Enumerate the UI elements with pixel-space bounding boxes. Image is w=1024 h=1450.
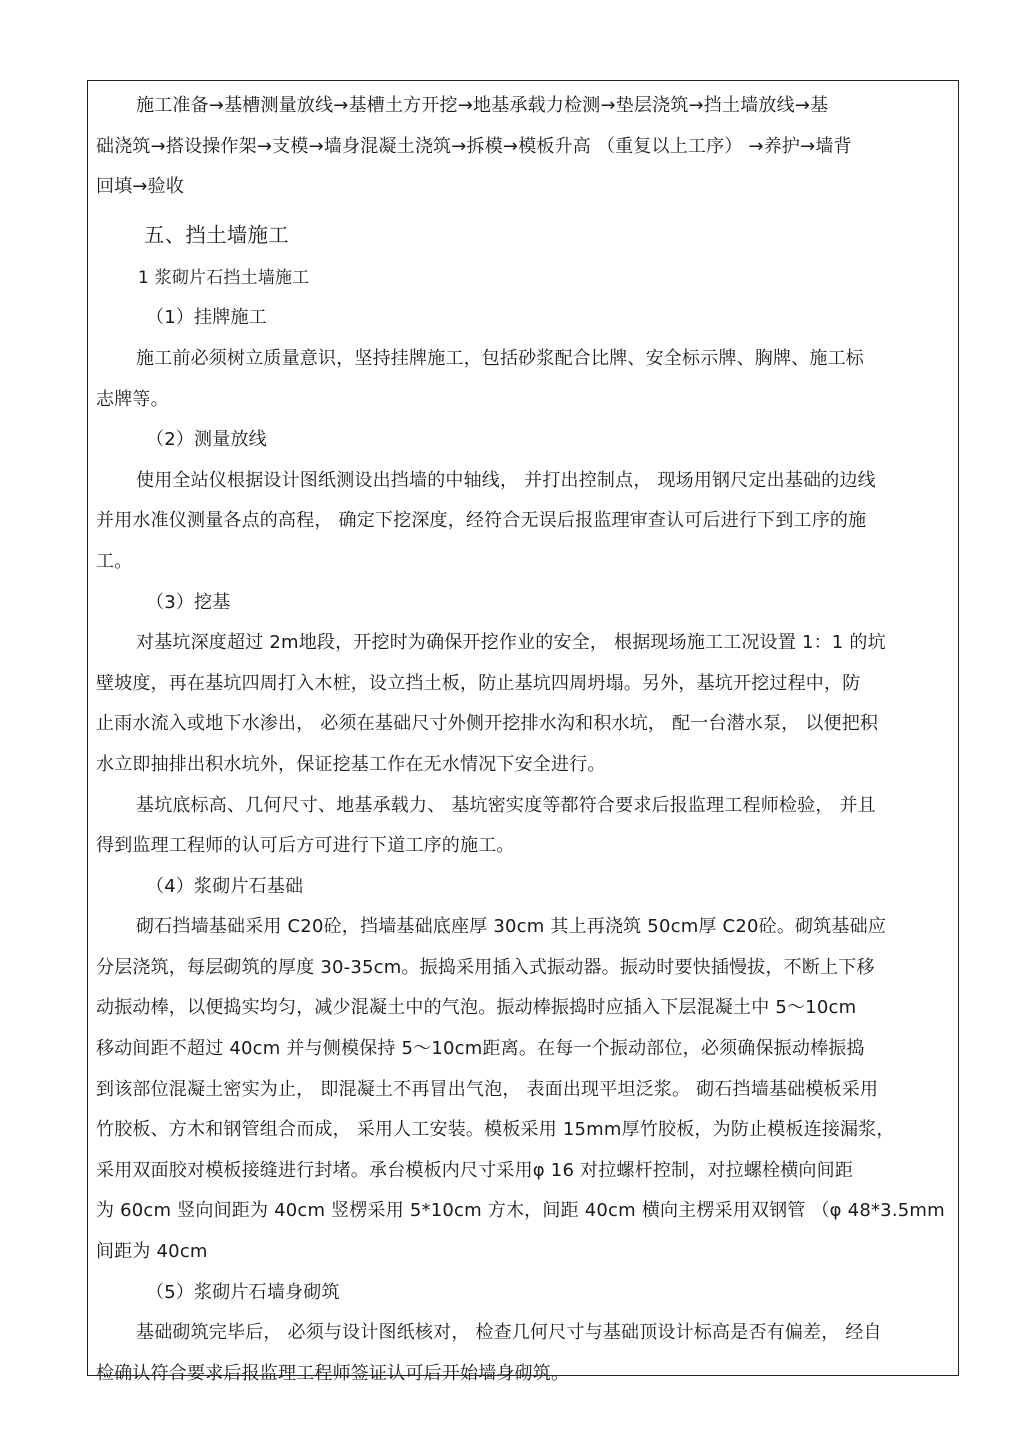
flow-line-3: 回填→验收 bbox=[96, 176, 185, 198]
document-body bbox=[96, 86, 954, 1394]
paragraph-line: 壁坡度，再在基坑四周打入木桩，设立挡土板，防止基坑四周坍塌。另外，基坑开挖过程中，防 bbox=[96, 672, 861, 694]
paragraph-line: 间距为 40cm bbox=[96, 1241, 208, 1263]
item-2-title: （2）测量放线 bbox=[146, 429, 267, 451]
paragraph-line: 分层浇筑，每层砌筑的厚度 30-35cm。振捣采用插入式振动器。振动时要快插慢拔，不断上下移 bbox=[96, 956, 875, 978]
paragraph-line: 对基坑深度超过 2m地段，开挖时为确保开挖作业的安全， 根据现场施工工况设置 1：1 的坑 bbox=[136, 632, 886, 654]
paragraph-line: 水立即抽排出积水坑外，保证挖基工作在无水情况下安全进行。 bbox=[96, 753, 606, 775]
item-4-title: （4）浆砌片石基础 bbox=[146, 875, 304, 897]
paragraph-line: 采用双面胶对模板接缝进行封堵。承台模板内尺寸采用φ 16 对拉螺杆控制，对拉螺栓横向间距 bbox=[96, 1159, 854, 1181]
paragraph-line: 移动间距不超过 40cm 并与侧模保持 5～10cm距离。在每一个振动部位，必须确保振动棒振捣 bbox=[96, 1038, 865, 1060]
paragraph-line: 基坑底标高、几何尺寸、地基承载力、 基坑密实度等都符合要求后报监理工程师检验， 并且 bbox=[136, 794, 876, 816]
paragraph-line: 施工前必须树立质量意识，坚持挂牌施工，包括砂浆配合比牌、安全标示牌、胸牌、施工标 bbox=[136, 347, 864, 369]
paragraph-line: 得到监理工程师的认可后方可进行下道工序的施工。 bbox=[96, 835, 515, 857]
paragraph-line: 到该部位混凝土密实为止， 即混凝土不再冒出气泡， 表面出现平坦泛浆。 砌石挡墙基础模板采用 bbox=[96, 1078, 879, 1100]
paragraph-line: 志牌等。 bbox=[96, 388, 169, 410]
paragraph-line: 为 60cm 竖向间距为 40cm 竖楞采用 5*10cm 方木，间距 40cm 横向主楞采用双钢管 （φ 48*3.5mm bbox=[96, 1200, 945, 1222]
paragraph-line: 使用全站仪根据设计图纸测设出挡墙的中轴线， 并打出控制点， 现场用钢尺定出基础的边线 bbox=[136, 469, 876, 491]
flow-line-1: 施工准备→基槽测量放线→基槽土方开挖→地基承载力检测→垫层浇筑→挡土墙放线→基 bbox=[136, 95, 829, 116]
paragraph-line: 检确认符合要求后报监理工程师签证认可后开始墙身砌筑。 bbox=[96, 1362, 570, 1384]
paragraph-line: 止雨水流入或地下水渗出， 必须在基础尺寸外侧开挖排水沟和积水坑， 配一台潜水泵， 以便把积 bbox=[96, 713, 879, 735]
paragraph-line: 砌石挡墙基础采用 C20砼，挡墙基础底座厚 30cm 其上再浇筑 50cm厚 C20砼。砌筑基础应 bbox=[136, 916, 887, 938]
paragraph-line: 工。 bbox=[96, 550, 133, 572]
paragraph-line: 竹胶板、方木和钢管组合而成， 采用人工安装。模板采用 15mm厚竹胶板，为防止模板连接漏浆， bbox=[96, 1119, 895, 1141]
subsection-title: 1 浆砌片石挡土墙施工 bbox=[138, 267, 310, 288]
item-1-title: （1）挂牌施工 bbox=[146, 307, 267, 329]
item-3-title: （3）挖基 bbox=[146, 591, 231, 613]
flow-line-2: 础浇筑→搭设操作架→支模→墙身混凝土浇筑→拆模→模板升高 （重复以上工序） →养护→墙背 bbox=[96, 135, 852, 157]
item-5-title: （5）浆砌片石墙身砌筑 bbox=[146, 1281, 340, 1303]
paragraph-line: 并用水准仪测量各点的高程， 确定下挖深度，经符合无误后报监理审查认可后进行下到工序的施 bbox=[96, 510, 867, 532]
paragraph-line: 基础砌筑完毕后， 必须与设计图纸核对， 检查几何尺寸与基础顶设计标高是否有偏差， 经自 bbox=[136, 1322, 882, 1344]
section-heading: 五、挡土墙施工 bbox=[144, 222, 289, 247]
paragraph-line: 动振动棒，以便捣实均匀，减少混凝土中的气泡。振动棒振捣时应插入下层混凝土中 5～10cm bbox=[96, 997, 857, 1019]
